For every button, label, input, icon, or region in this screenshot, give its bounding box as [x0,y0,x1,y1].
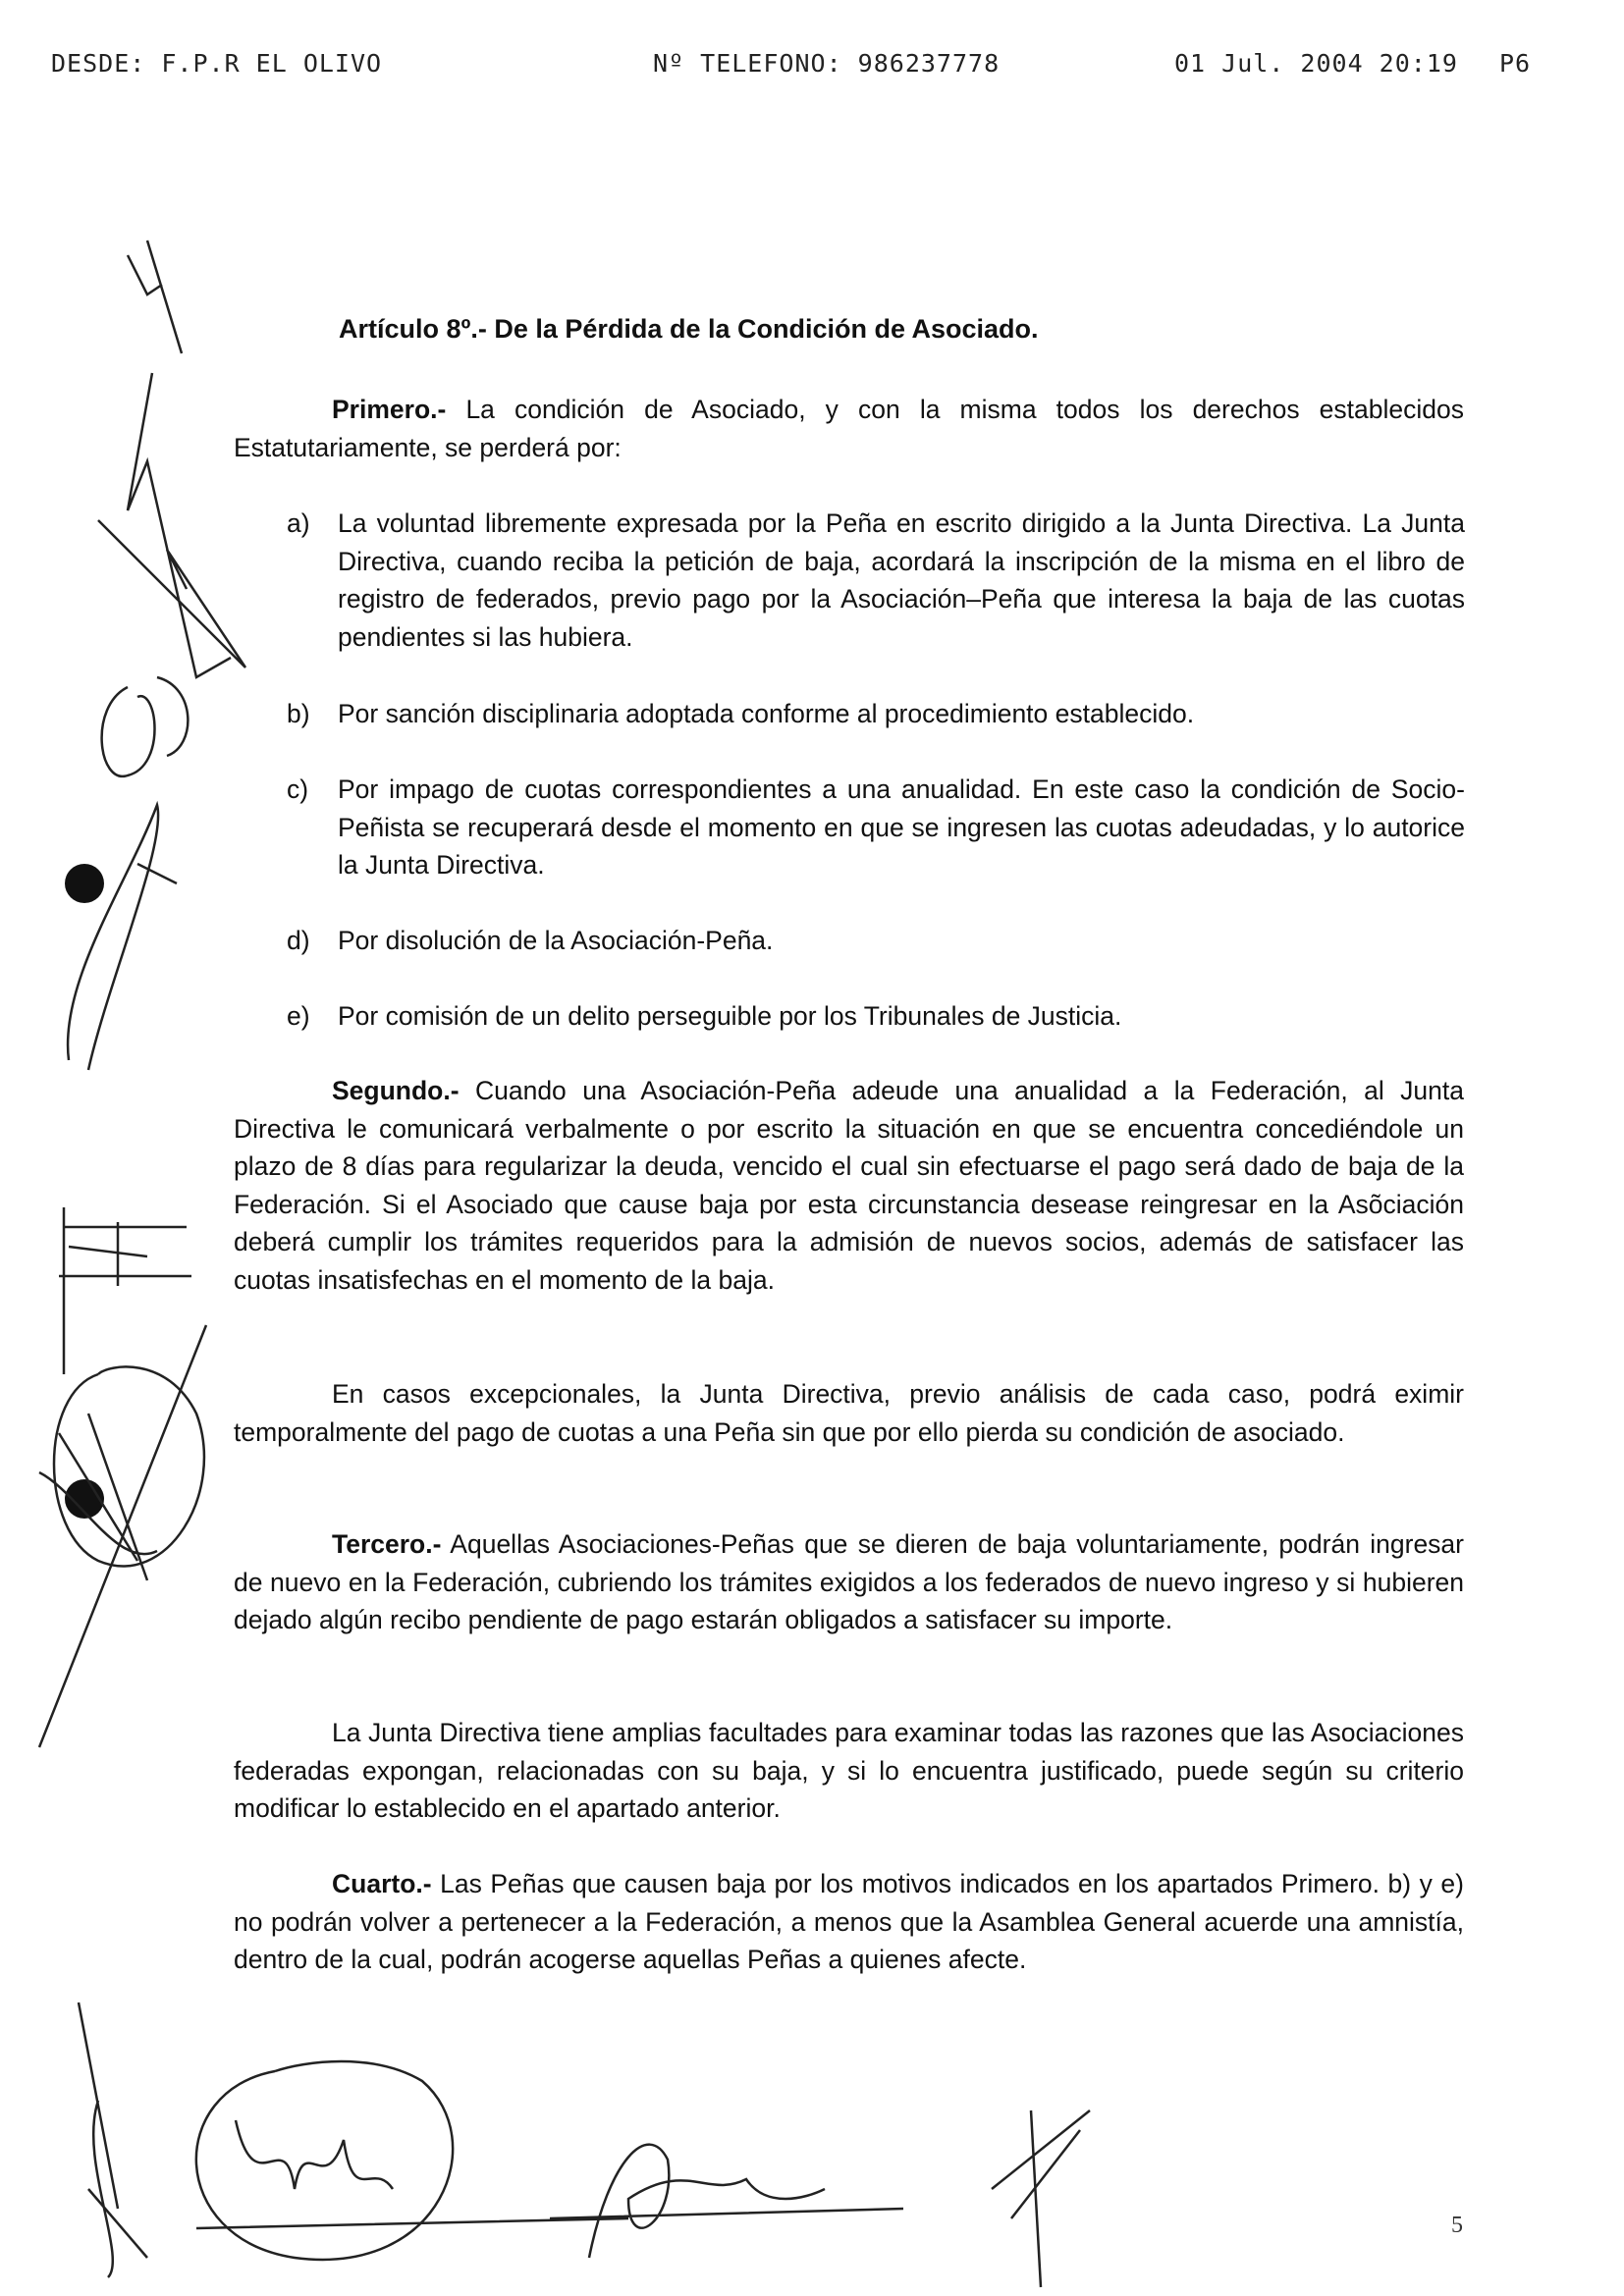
item-label: a) [287,508,310,538]
list-item-d [287,922,1465,960]
segundo-extra-paragraph: En casos excepcionales, la Junta Directiva, previo análisis de cada caso, podrá eximir temporalmente del pago de cuotas a una Peña sin que por ello pierda su condición de asociado. [234,1379,1464,1447]
bottom-signatures [79,2002,1090,2287]
item-label: d) [287,926,310,955]
primero-paragraph [234,391,1464,466]
list-item-a [287,505,1465,656]
tercero-extra-paragraph: La Junta Directiva tiene amplias facultades para examinar todas las razones que las Asociaciones federadas expongan, relacionadas con su baja, y si lo encuentra justificado, puede según su criterio modificar lo establecido en el apartado anterior. [234,1718,1464,1823]
cuarto-text: Las Peñas que causen baja por los motivos indicados en los apartados Primero. b) y e) no podrán volver a pertenecer a la Federación, a menos que la Asamblea General acuerde una amnistía, dentro de la cual, podrán acogerse aquellas Peñas a quienes afecte. [234,1869,1464,1974]
item-text: Por comisión de un delito perseguible por los Tribunales de Justicia. [338,1001,1122,1031]
list-item-b [287,695,1465,733]
tercero-text: Aquellas Asociaciones-Peñas que se dieren de baja voluntariamente, podrán ingresar de nuevo en la Federación, cubriendo los trámites exigidos a los federados de nuevo ingreso y si hubieren dejado algún recibo pendiente de pago estarán obligados a satisfacer su importe. [234,1529,1464,1634]
fax-datetime: 01 Jul. 2004 20:19 [1174,49,1458,78]
margin-signature-middle [39,1207,206,1747]
page-number: 5 [1451,2213,1463,2238]
item-label: e) [287,1001,310,1031]
primero-heading: Primero.- [332,395,447,424]
punch-hole [65,864,104,903]
tercero-heading: Tercero.- [332,1529,442,1559]
article-title: Artículo 8º.- De la Pérdida de la Condición de Asociado. [339,314,1039,344]
item-text: Por disolución de la Asociación-Peña. [338,926,774,955]
list-item-c [287,771,1465,884]
cuarto-heading: Cuarto.- [332,1869,432,1898]
segundo-heading: Segundo.- [332,1076,460,1105]
punch-hole [65,1479,104,1519]
fax-page: P6 [1499,49,1532,78]
fax-phone: Nº TELEFONO: 986237778 [653,49,1001,78]
primero-text: La condición de Asociado, y con la misma todos los derechos establecidos Estatutariamente, se perderá por: [234,395,1464,462]
list-item-e [287,997,1465,1036]
item-text: Por impago de cuotas correspondientes a una anualidad. En este caso la condición de Socio-Peñista se recuperará desde el momento en que se ingresen las cuotas adeudadas, y lo autorice la Junta Directiva. [338,774,1465,880]
item-label: b) [287,699,310,728]
fax-sender: DESDE: F.P.R EL OLIVO [51,49,383,78]
item-text: Por sanción disciplinaria adoptada conforme al procedimiento establecido. [338,699,1195,728]
item-label: c) [287,774,309,804]
margin-signature-top [68,240,245,1070]
item-text: La voluntad libremente expresada por la Peña en escrito dirigido a la Junta Directiva. La Junta Directiva, cuando reciba la petición de baja, acordará la inscripción de la misma en el libro de registro de federados, previo pago por la Asociación–Peña que interesa la baja de las cuotas pendientes si las hubiera. [338,508,1465,652]
cuarto-paragraph [234,1865,1464,1979]
tercero-paragraph [234,1525,1464,1639]
segundo-text: Cuando una Asociación-Peña adeude una anualidad a la Federación, al Junta Directiva le comunicará verbalmente o por escrito la situación en que se encuentra concediéndole un plazo de 8 días para regularizar la deuda, vencido el cual sin efectuarse el pago será dado de baja de la Federación. Si el Asociado que cause baja por esta circunstancia desease reingresar en la Asõciación deberá cumplir los trámites requeridos para la admisión de nuevos socios, además de satisfacer las cuotas insatisfechas en el momento de la baja. [234,1076,1464,1295]
segundo-paragraph [234,1072,1464,1299]
